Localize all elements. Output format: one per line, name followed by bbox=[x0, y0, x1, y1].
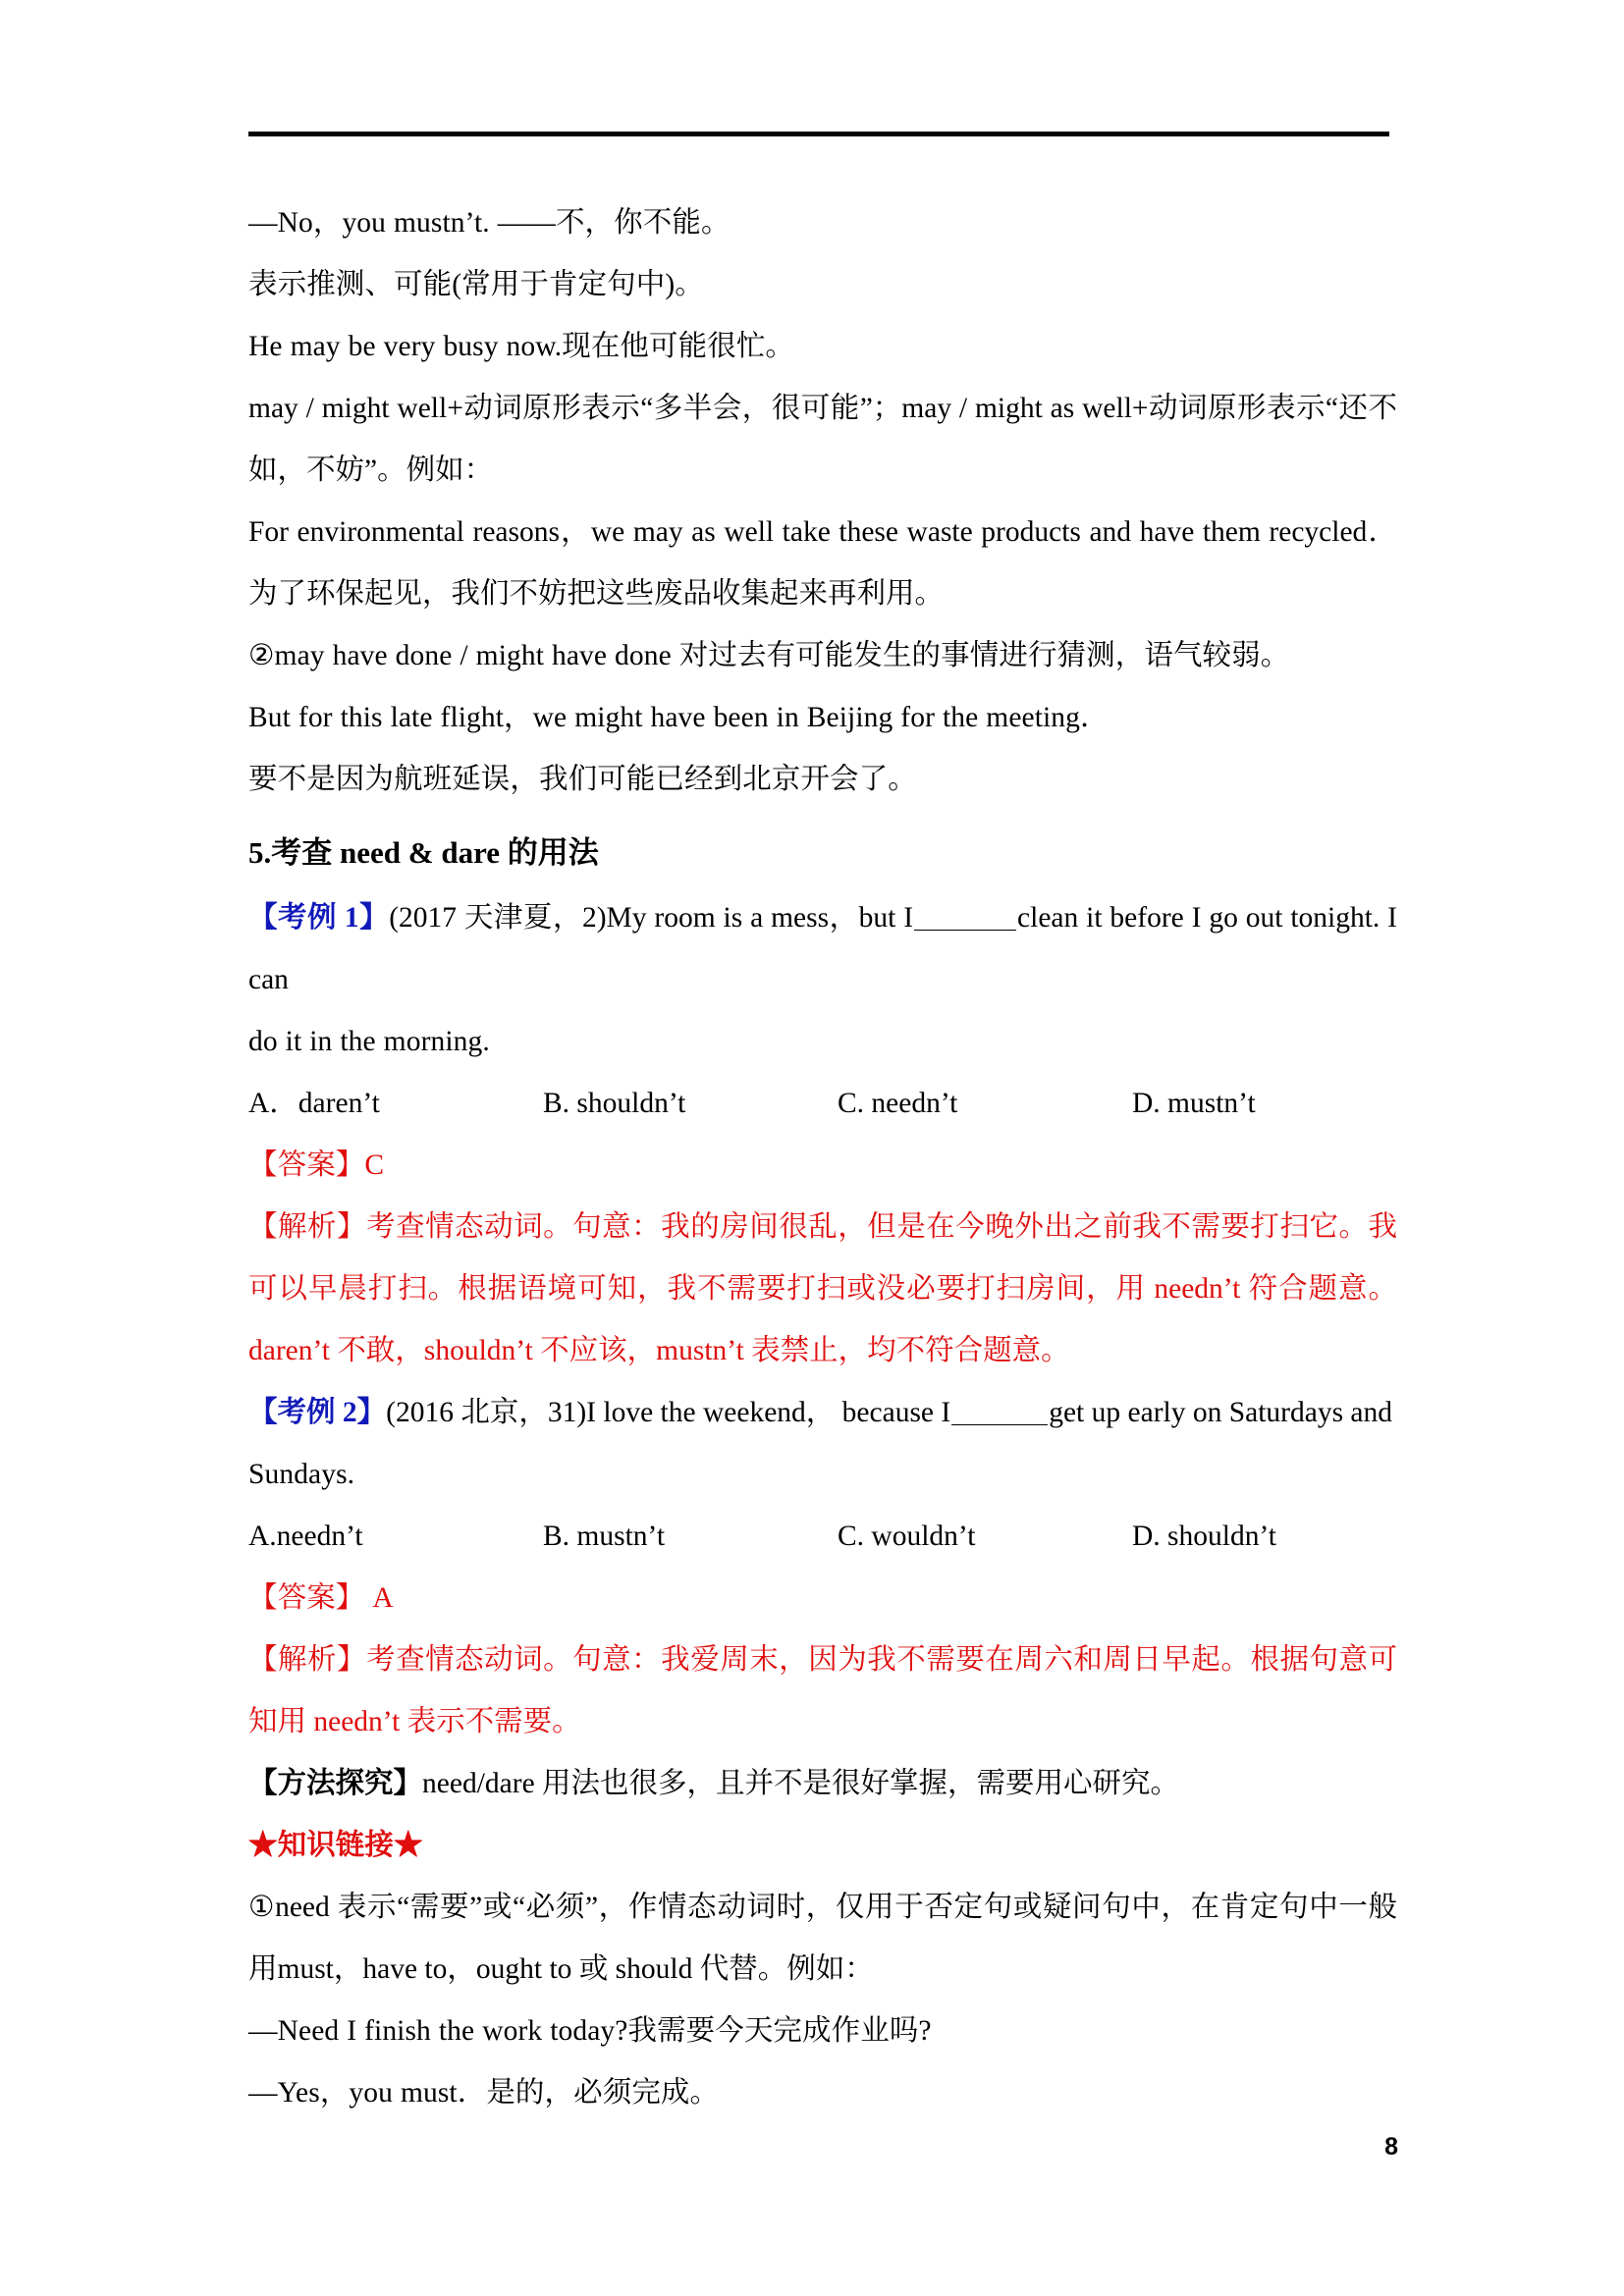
example1-stem bbox=[248, 887, 1397, 1011]
example2-stem bbox=[248, 1382, 1397, 1444]
example1-options bbox=[248, 1073, 1397, 1135]
example1-answer-value: C bbox=[364, 1149, 385, 1181]
paragraph-but-for-late-flight-cn: 要不是因为航班延误，我们可能已经到北京开会了。 bbox=[248, 764, 917, 795]
example1-option-a[interactable]: A．daren’t bbox=[248, 1088, 380, 1119]
paragraph-no-you-mustnt: —No，you mustn’t. ——不，你不能。 bbox=[248, 207, 731, 239]
section-heading-5: 5.考查 need & dare 的用法 bbox=[248, 835, 599, 870]
example2-option-b[interactable]: B. mustn’t bbox=[543, 1521, 666, 1552]
example1-option-c[interactable]: C. needn’t bbox=[838, 1088, 958, 1119]
paragraph-he-may-be-busy: He may be very busy now.现在他可能很忙。 bbox=[248, 331, 795, 362]
page-number: 8 bbox=[1384, 2133, 1398, 2161]
knowledge-dialogue-answer: —Yes，you must．是的，必须完成。 bbox=[248, 2077, 720, 2109]
example1-tag: 【考例 1】 bbox=[248, 902, 390, 934]
example1-analysis-text: 考查情态动词。句意：我的房间很乱，但是在今晚外出之前我不需要打扫它。我可以早晨打扫。根据语境可知，我不需要打扫或没必要打扫房间，用 needn’t 符合题意。daren’t 不敢，shouldn’t 不应该，mustn’t 表禁止，均不符合题意。 bbox=[248, 1211, 1397, 1366]
example2-options bbox=[248, 1506, 1397, 1568]
knowledge-link-title: ★知识链接★ bbox=[248, 1830, 423, 1861]
method-exploration-text: need/dare 用法也很多，且并不是很好掌握，需要用心研究。 bbox=[422, 1768, 1180, 1799]
method-exploration-tag: 【方法探究】 bbox=[248, 1768, 423, 1799]
example2-analysis-text: 考查情态动词。句意：我爱周末，因为我不需要在周六和周日早起。根据句意可知用 needn’t 表示不需要。 bbox=[248, 1644, 1397, 1737]
example1-blank bbox=[914, 930, 1016, 931]
paragraph-may-might-well: may / might well+动词原形表示“多半会，很可能”；may / might as well+动词原形表示“还不如，不妨”。例如： bbox=[248, 393, 1397, 486]
example2-option-c[interactable]: C. wouldn’t bbox=[838, 1521, 976, 1552]
example2-source: (2016 北京，31) bbox=[386, 1397, 587, 1428]
example1-source: (2017 天津夏，2) bbox=[389, 902, 607, 934]
example2-stem-line2: Sundays. bbox=[248, 1459, 355, 1490]
example2-option-d[interactable]: D. shouldn’t bbox=[1132, 1521, 1276, 1552]
paragraph-speculation-note: 表示推测、可能(常用于肯定句中)。 bbox=[248, 269, 704, 300]
example1-option-b[interactable]: B. shouldn’t bbox=[543, 1088, 686, 1119]
example2-answer bbox=[248, 1568, 1397, 1629]
example2-analysis bbox=[248, 1629, 1397, 1753]
header-rule bbox=[248, 132, 1389, 136]
example1-analysis-tag: 【解析】 bbox=[248, 1211, 367, 1243]
example2-option-a[interactable]: A.needn’t bbox=[248, 1521, 363, 1552]
example2-tag: 【考例 2】 bbox=[248, 1397, 387, 1428]
example1-stem-after: clean it before I go out tonight. I can bbox=[248, 902, 1397, 995]
example1-answer bbox=[248, 1135, 1397, 1197]
paragraph-but-for-late-flight: But for this late flight，we might have been in Beijing for the meeting． bbox=[248, 702, 1110, 733]
example2-analysis-tag: 【解析】 bbox=[248, 1644, 367, 1676]
knowledge-item-1: ①need 表示“需要”或“必须”，作情态动词时，仅用于否定句或疑问句中，在肯定句中一般用must，have to，ought to 或 should 代替。例如： bbox=[248, 1892, 1397, 1985]
example2-stem-after: get up early on Saturdays and bbox=[1049, 1397, 1393, 1428]
example2-answer-tag: 【答案】 bbox=[248, 1582, 365, 1614]
paragraph-environmental-reasons: For environmental reasons，we may as well take these waste products and have them recycled．为了环保起见，我们不妨把这些废品收集起来再利用。 bbox=[248, 516, 1397, 610]
example2-answer-value: A bbox=[372, 1582, 394, 1614]
example2-blank bbox=[951, 1424, 1048, 1425]
document-content bbox=[248, 192, 1397, 2124]
method-exploration bbox=[248, 1753, 1397, 1815]
example1-answer-tag: 【答案】 bbox=[248, 1149, 365, 1181]
example1-stem-before: My room is a mess，but I bbox=[606, 902, 914, 934]
paragraph-may-have-done: ②may have done / might have done 对过去有可能发生的事情进行猜测，语气较弱。 bbox=[248, 640, 1290, 671]
knowledge-dialogue-question: —Need I finish the work today?我需要今天完成作业吗? bbox=[248, 2015, 932, 2047]
example1-stem-line2: do it in the morning. bbox=[248, 1026, 490, 1057]
example2-stem-before: I love the weekend， because I bbox=[586, 1397, 951, 1428]
example1-analysis bbox=[248, 1197, 1397, 1382]
example1-option-d[interactable]: D. mustn’t bbox=[1132, 1088, 1256, 1119]
